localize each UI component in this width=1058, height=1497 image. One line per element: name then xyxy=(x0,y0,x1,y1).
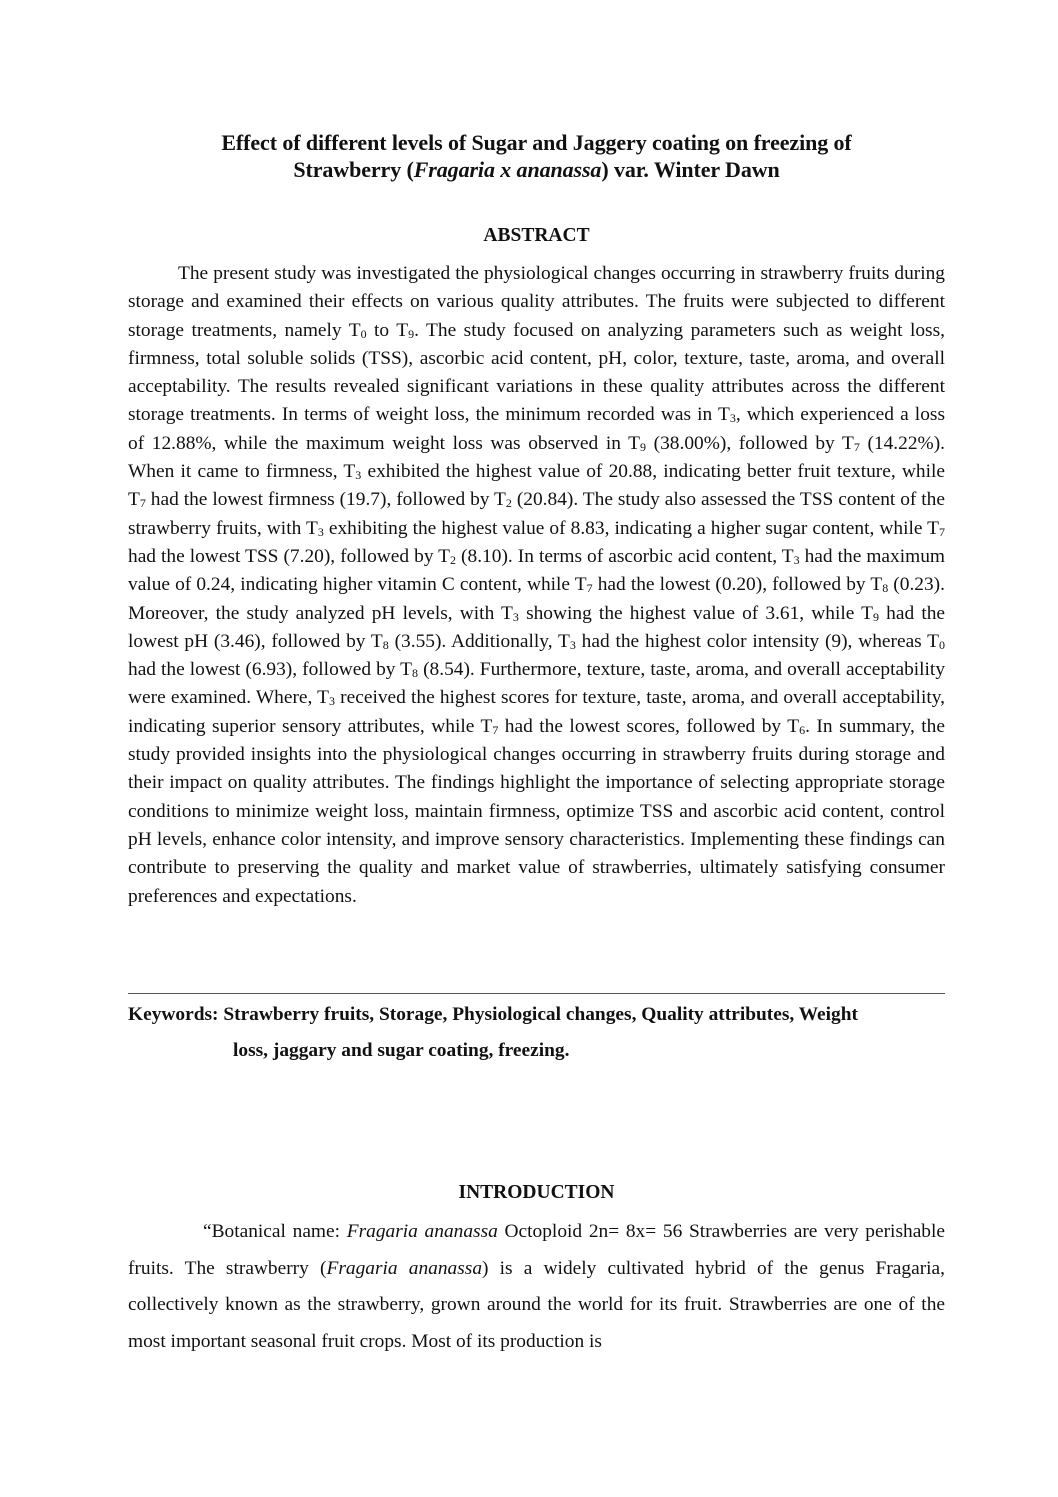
subscript: 9 xyxy=(640,439,647,454)
text-run: “Botanical name: xyxy=(203,1221,347,1242)
text-run: received the highest scores for texture, taste, aroma, and overall acceptability, indicating superior sensory attributes, while T xyxy=(128,687,945,737)
paper-title xyxy=(108,129,965,183)
subscript: 0 xyxy=(939,637,945,652)
text-run: , which experienced a loss of 12.88%, while the maximum weight loss was observed in T xyxy=(128,404,945,454)
subscript: 8 xyxy=(412,666,419,681)
subscript: 0 xyxy=(360,326,367,341)
keywords-divider xyxy=(128,993,945,994)
text-run: had the lowest pH (3.46), followed by T xyxy=(128,602,946,652)
text-run: had the lowest TSS (7.20), followed by T xyxy=(128,545,451,567)
text-run: ) is a widely cultivated hybrid of the genus Fragaria, collectively known as the strawberry, grown around the world for its fruit. Strawberries are one of the most important seasonal fruit crops. Most of its production is xyxy=(128,1257,945,1352)
species-name: Fragaria ananassa xyxy=(326,1257,483,1279)
subscript: 3 xyxy=(729,411,736,426)
title-line-1: Effect of different levels of Sugar and Jaggery coating on freezing of xyxy=(221,130,852,155)
text-run: had the lowest (6.93), followed by T xyxy=(128,659,413,681)
subscript: 6 xyxy=(799,722,806,737)
species-name: Fragaria ananassa xyxy=(346,1221,498,1242)
subscript: 3 xyxy=(793,552,800,567)
abstract-body xyxy=(128,260,945,911)
text-run: had the maximum value of 0.24, indicating higher vitamin C content, while T xyxy=(128,545,945,596)
text-run: had the lowest (0.20), followed by T xyxy=(592,574,883,596)
keywords xyxy=(128,997,945,1069)
text-run: (0.23). Moreover, the study analyzed pH levels, with T xyxy=(128,574,945,624)
subscript: 3 xyxy=(329,694,336,709)
keywords-line-2: loss, jaggary and sugar coating, freezing. xyxy=(233,1040,570,1061)
title-line-2 xyxy=(108,156,965,183)
subscript: 7 xyxy=(492,722,499,737)
subscript: 7 xyxy=(853,439,860,454)
subscript: 9 xyxy=(408,326,415,341)
text-run: The present study was investigated the physiological changes occurring in strawberry fruits during storage and examined their effects on various quality attributes. The fruits were subjected to different storage treatments, namely T xyxy=(128,263,945,341)
text-run: had the highest color intensity (9), whereas T xyxy=(575,630,939,652)
keywords-label: Keywords: xyxy=(128,1004,219,1025)
text-run: (20.84). The study also assessed the TSS content of the strawberry fruits, with T xyxy=(128,489,945,539)
subscript: 8 xyxy=(382,637,389,652)
text-run: had the lowest firmness (19.7), followed by T xyxy=(145,489,506,511)
subscript: 3 xyxy=(355,468,362,483)
text-run: (3.55). Additionally, T xyxy=(388,630,570,652)
title-species-name: Fragaria x ananassa xyxy=(413,157,602,182)
title-text: ) var. Winter Dawn xyxy=(601,157,780,182)
subscript: 8 xyxy=(882,581,889,596)
keywords-line-1: Strawberry fruits, Storage, Physiological changes, Quality attributes, Weight xyxy=(218,1004,858,1025)
introduction-heading: INTRODUCTION xyxy=(458,1182,615,1203)
text-run: (14.22%). When it came to firmness, T xyxy=(128,432,946,483)
text-run: . The study focused on analyzing parameters such as weight loss, firmness, total soluble solids (TSS), ascorbic acid content, pH, color, texture, taste, aroma, and overall acceptability. The results revealed significant variations in these quality attributes across the different storage treatments. In terms of weight loss, the minimum recorded was in T xyxy=(128,319,945,426)
text-run: exhibited the highest value of 20.88, indicating better fruit texture, while T xyxy=(128,461,945,511)
subscript: 7 xyxy=(939,524,945,539)
subscript: 3 xyxy=(317,524,324,539)
subscript: 9 xyxy=(873,609,880,624)
subscript: 7 xyxy=(586,581,593,596)
text-run: (8.54). Furthermore, texture, taste, aroma, and overall acceptability were examined. Where, T xyxy=(128,659,946,709)
text-run: to T xyxy=(366,319,409,341)
subscript: 2 xyxy=(505,496,512,511)
abstract-heading: ABSTRACT xyxy=(483,225,590,246)
text-run: exhibiting the highest value of 8.83, indicating a higher sugar content, while T xyxy=(323,517,939,539)
text-run: showing the highest value of 3.61, while T xyxy=(518,602,874,624)
subscript: 7 xyxy=(139,496,146,511)
subscript: 3 xyxy=(569,637,576,652)
text-run: Octoploid 2n= 8x= 56 Strawberries are very perishable fruits. The strawberry ( xyxy=(128,1221,945,1279)
text-run: (38.00%), followed by T xyxy=(646,432,854,454)
introduction-body xyxy=(128,1214,945,1360)
title-text: Strawberry ( xyxy=(293,157,414,182)
subscript: 2 xyxy=(450,552,457,567)
text-run: had the lowest scores, followed by T xyxy=(498,715,800,737)
subscript: 3 xyxy=(512,609,519,624)
text-run: . In summary, the study provided insights into the physiological changes occurring in strawberry fruits during storage and their impact on quality attributes. The findings highlight the importance of selecting appropriate storage conditions to minimize weight loss, maintain firmness, optimize TSS and ascorbic acid content, control pH levels, enhance color intensity, and improve sensory characteristics. Implementing these findings can contribute to preserving the quality and market value of strawberries, ultimately satisfying consumer preferences and expectations. xyxy=(128,715,945,907)
text-run: (8.10). In terms of ascorbic acid content, T xyxy=(456,545,794,567)
